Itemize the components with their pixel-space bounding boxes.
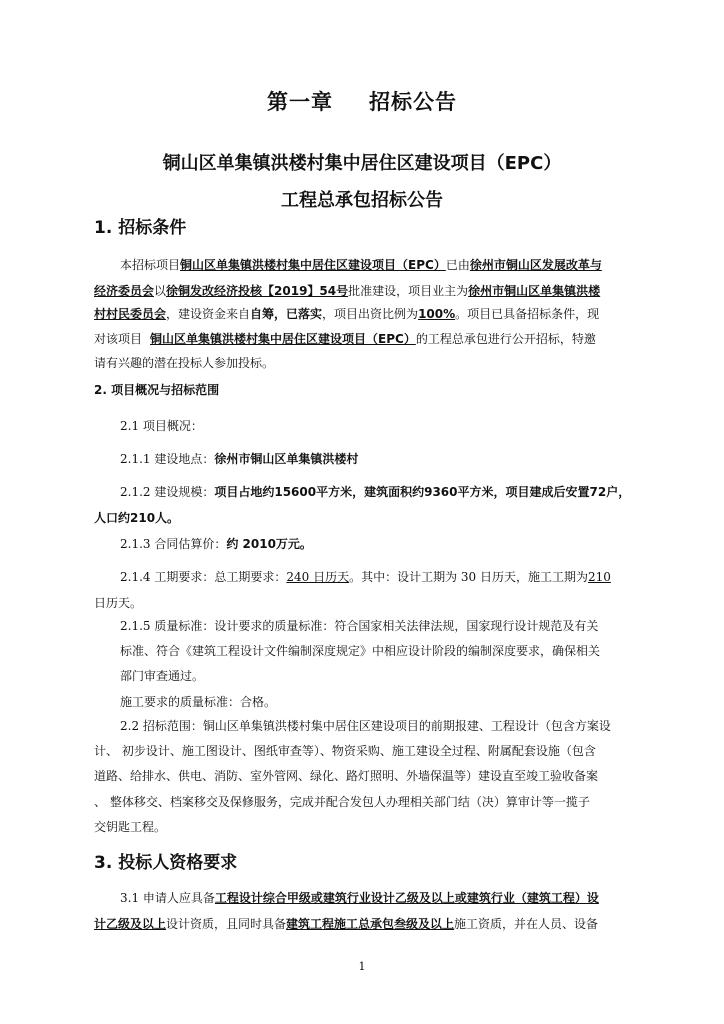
s2-1: 2.1 项目概况：	[120, 419, 203, 433]
s2-1-2-line1: 2.1.2 建设规模：项目占地约15600平方米，建筑面积约9360平方米，项目建成后安置72户，	[120, 485, 631, 499]
s2-1-4-line1: 2.1.4 工期要求：总工期要求：240 日历天。其中：设计工期为 30 日历天，施工工期为210	[120, 570, 611, 584]
section1-heading: 1. 招标条件	[94, 218, 187, 238]
s1-line2: 经济委员会以徐铜发改经济投核【2019】54号批准建设，项目业主为徐州市铜山区单集镇洪楼	[94, 284, 601, 298]
s2-1-3: 2.1.3 合同估算价：约 2010万元。	[120, 537, 312, 551]
chapter-heading	[0, 86, 724, 116]
page-number: 1	[358, 960, 366, 973]
s3-1-line2: 计乙级及以上设计资质，且同时具备建筑工程施工总承包叁级及以上施工资质，并在人员、设备	[94, 917, 599, 931]
s2-1-1: 2.1.1 建设地点：徐州市铜山区单集镇洪楼村	[120, 452, 359, 466]
s2-1-2-line2: 人口约210人。	[94, 511, 180, 525]
s2-2-line1: 2.2 招标范围：铜山区单集镇洪楼村集中居住区建设项目的前期报建、工程设计（包含方案设	[120, 719, 611, 733]
s2-2-line2: 计、 初步设计、施工图设计、图纸审查等）、物资采购、施工建设全过程、附属配套设施（包含	[94, 744, 596, 758]
s2-1-5-line3: 部门审查通过。	[120, 669, 205, 683]
s1-line4: 对该项目 铜山区单集镇洪楼村集中居住区建设项目（EPC）的工程总承包进行公开招标，特邀	[94, 332, 596, 346]
doc-title-line1: 铜山区单集镇洪楼村集中居住区建设项目（EPC）	[162, 153, 562, 174]
chapter-title: 招标公告	[369, 90, 457, 114]
s2-1-4-line2: 日历天。	[94, 596, 143, 610]
chapter-number: 第一章	[267, 90, 333, 114]
s1-line1: 本招标项目铜山区单集镇洪楼村集中居住区建设项目（EPC）已由徐州市铜山区发展改革与	[120, 258, 602, 272]
section3-heading: 3. 投标人资格要求	[94, 853, 238, 873]
s1-line5: 请有兴趣的潜在投标人参加投标。	[94, 356, 275, 370]
s2-2-line4: 、 整体移交、档案移交及保修服务，完成并配合发包人办理相关部门结（决）算审计等一揽子	[94, 795, 590, 809]
s3-1-line1: 3.1 申请人应具备工程设计综合甲级或建筑行业设计乙级及以上或建筑行业（建筑工程）设	[120, 891, 599, 905]
s1-line3: 村村民委员会，建设资金来自自筹，已落实，项目出资比例为100%。项目已具备招标条件，现	[94, 307, 600, 321]
s2-2-line3: 道路、给排水、供电、消防、室外管网、绿化、路灯照明、外墙保温等）建设直至竣工验收备案	[94, 769, 599, 783]
s2-1-5-line2: 标准、符合《建筑工程设计文件编制深度规定》中相应设计阶段的编制深度要求，确保相关	[120, 644, 601, 658]
s2-1-5-line1: 2.1.5 质量标准：设计要求的质量标准：符合国家相关法律法规，国家现行设计规范及有关	[120, 619, 599, 633]
s2-2-line5: 交钥匙工程。	[94, 820, 167, 834]
doc-title-line2: 工程总承包招标公告	[281, 190, 443, 211]
section2-heading: 2. 项目概况与招标范围	[94, 383, 220, 397]
s2-1-5-line4: 施工要求的质量标准：合格。	[120, 695, 277, 709]
